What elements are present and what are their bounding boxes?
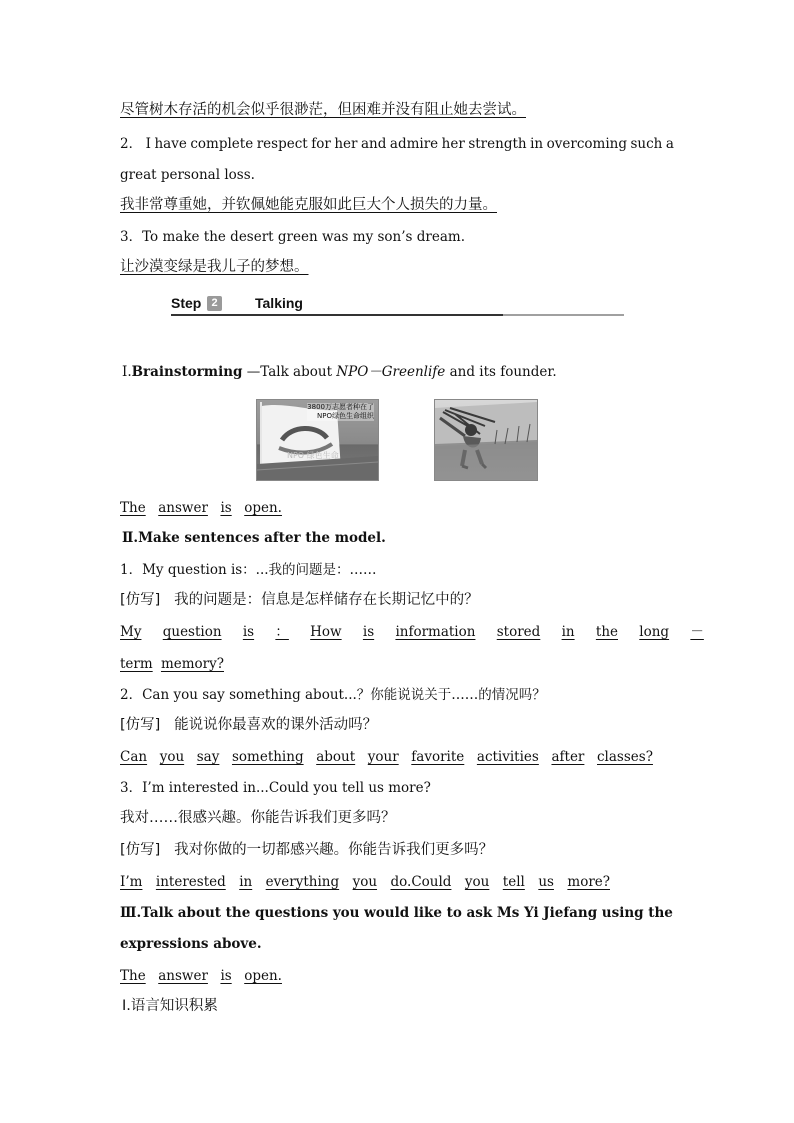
photo-caption — [307, 403, 374, 421]
practice-text: 我对你做的一切都感兴趣。你能告诉我们更多吗？ — [174, 842, 494, 858]
word: like — [413, 905, 442, 921]
item-3-model: 3．I’m interested in...Could you tell us more? — [120, 780, 431, 796]
photo-caption-line-1: 3800万志愿者种在了 — [307, 403, 374, 411]
flag-text: NPO 绿色生命 — [287, 451, 339, 460]
section-2-heading — [122, 529, 386, 547]
word: us — [538, 874, 554, 890]
roman-numeral: Ⅰ. — [122, 998, 131, 1014]
word: something — [231, 749, 304, 765]
word: activities — [476, 749, 539, 765]
word: － — [690, 624, 704, 640]
section-3-heading-line-2: expressions above. — [120, 936, 262, 952]
section-1-italic: NPO－Greenlife — [336, 364, 446, 380]
section-2-title: Make sentences after the model. — [138, 530, 386, 546]
word: everything — [265, 874, 340, 890]
section-3-first — [120, 904, 173, 922]
word: ： — [275, 624, 289, 640]
word: in — [530, 136, 544, 152]
section-3-heading-line-1 — [120, 904, 673, 922]
word: for — [311, 136, 331, 152]
sentence-2-line-1 — [120, 135, 674, 153]
word: strength — [468, 136, 527, 152]
translation-line-1: 尽管树木存活的机会似乎很渺茫，但困难并没有阻止她去尝试。 — [120, 102, 526, 118]
word: favorite — [411, 749, 465, 765]
knowledge-section-heading — [122, 997, 218, 1015]
word: in — [561, 624, 575, 640]
word: do.Could — [390, 874, 452, 890]
word: would — [364, 905, 410, 921]
word: Jiefang — [543, 905, 598, 921]
word: you — [159, 749, 185, 765]
step-number-badge: 2 — [207, 296, 222, 311]
word: question — [162, 624, 222, 640]
word: complete — [190, 136, 254, 152]
word: say — [196, 749, 220, 765]
roman-numeral: Ⅰ. — [122, 364, 132, 380]
word: My — [120, 624, 142, 640]
word: about — [316, 749, 356, 765]
practice-tag: [仿写] — [120, 592, 161, 608]
practice-text: 我的问题是：信息是怎样储存在长期记忆中的？ — [174, 592, 479, 608]
word: The — [120, 968, 146, 984]
answer-open-words — [120, 499, 282, 517]
word: and — [360, 136, 387, 152]
word: open. — [244, 500, 282, 516]
word: The — [120, 500, 146, 516]
word: you — [464, 874, 490, 890]
item-2-model: 2．Can you say something about...？你能说说关于……的情况吗？ — [120, 687, 546, 703]
word: you — [332, 905, 360, 921]
item-1-answer-line-1 — [120, 623, 704, 641]
answer-open-1 — [120, 499, 282, 517]
step-title: Talking — [255, 295, 303, 311]
practice-tag: [仿写] — [120, 717, 161, 733]
word: is — [220, 500, 232, 516]
item-3-practice — [120, 841, 493, 859]
roman-numeral: Ⅱ. — [122, 530, 139, 546]
translation-line-3: 让沙漠变绿是我儿子的梦想。 — [120, 259, 309, 275]
word: Can — [120, 749, 148, 765]
npo-flag-photo — [256, 399, 379, 481]
word: her — [441, 136, 465, 152]
item-3-model-translation: 我对……很感兴趣。你能告诉我们更多吗？ — [120, 810, 396, 826]
word: more? — [567, 874, 610, 890]
word: answer — [158, 968, 208, 984]
word: is — [220, 968, 232, 984]
word: ask — [466, 905, 493, 921]
knowledge-section-title: 语言知识积累 — [130, 998, 218, 1014]
word: have — [154, 136, 187, 152]
roman-numeral: Ⅲ. — [120, 905, 142, 921]
word: after — [551, 749, 585, 765]
word: interested — [155, 874, 226, 890]
word: classes? — [597, 749, 653, 765]
word: open. — [244, 968, 282, 984]
word: such — [630, 136, 663, 152]
founder-image — [435, 400, 537, 480]
item-2-answer — [120, 748, 653, 766]
word: using — [601, 905, 644, 921]
word: Talk — [141, 905, 174, 921]
translation-line-2: 我非常尊重她，并钦佩她能克服如此巨大个人损失的力量。 — [120, 197, 497, 213]
section-1-text: —Talk about — [242, 364, 337, 380]
word: is — [242, 624, 255, 640]
word: term — [120, 656, 153, 672]
word: the — [648, 905, 673, 921]
step-rule-dark — [171, 314, 503, 316]
sentence-3: 3．To make the desert green was my son’s dream. — [120, 229, 465, 245]
word: long — [639, 624, 670, 640]
word: stored — [496, 624, 541, 640]
word: the — [225, 905, 251, 921]
word: your — [367, 749, 399, 765]
section-1-heading — [122, 363, 557, 381]
practice-text: 能说说你最喜欢的课外活动吗？ — [174, 717, 378, 733]
word: questions — [254, 905, 329, 921]
word: you — [352, 874, 378, 890]
word: information — [395, 624, 476, 640]
word: to — [446, 905, 462, 921]
sentence-number: 2． — [120, 136, 143, 152]
word: about — [177, 905, 222, 921]
word: her — [334, 136, 358, 152]
word: is — [362, 624, 375, 640]
founder-photo — [434, 399, 538, 481]
item-1-answer-line-2 — [120, 655, 224, 673]
word: respect — [256, 136, 308, 152]
word: tell — [502, 874, 525, 890]
item-1-practice — [120, 591, 479, 609]
item-1-model: 1．My question is：...我的问题是：…… — [120, 562, 377, 578]
item-2-practice — [120, 716, 377, 734]
word: in — [239, 874, 253, 890]
item-3-answer — [120, 873, 610, 891]
word: Yi — [524, 905, 539, 921]
step-word: Step — [171, 295, 202, 311]
section-1-title: Brainstorming — [131, 364, 243, 380]
word: admire — [389, 136, 439, 152]
practice-tag: [仿写] — [120, 842, 161, 858]
word: I’m — [120, 874, 143, 890]
word: overcoming — [546, 136, 627, 152]
word: How — [310, 624, 342, 640]
photo-caption-line-2: NPO绿色生命组织 — [317, 412, 374, 420]
word: I — [145, 136, 151, 152]
word: memory? — [160, 656, 224, 672]
word: the — [595, 624, 618, 640]
sentence-2-line-2: great personal loss. — [120, 167, 255, 183]
section-1-text-end: and its founder. — [445, 364, 557, 380]
word: a — [665, 136, 674, 152]
word: answer — [158, 500, 208, 516]
answer-open-2 — [120, 967, 282, 985]
step-header — [171, 294, 624, 314]
word: Ms — [496, 905, 520, 921]
